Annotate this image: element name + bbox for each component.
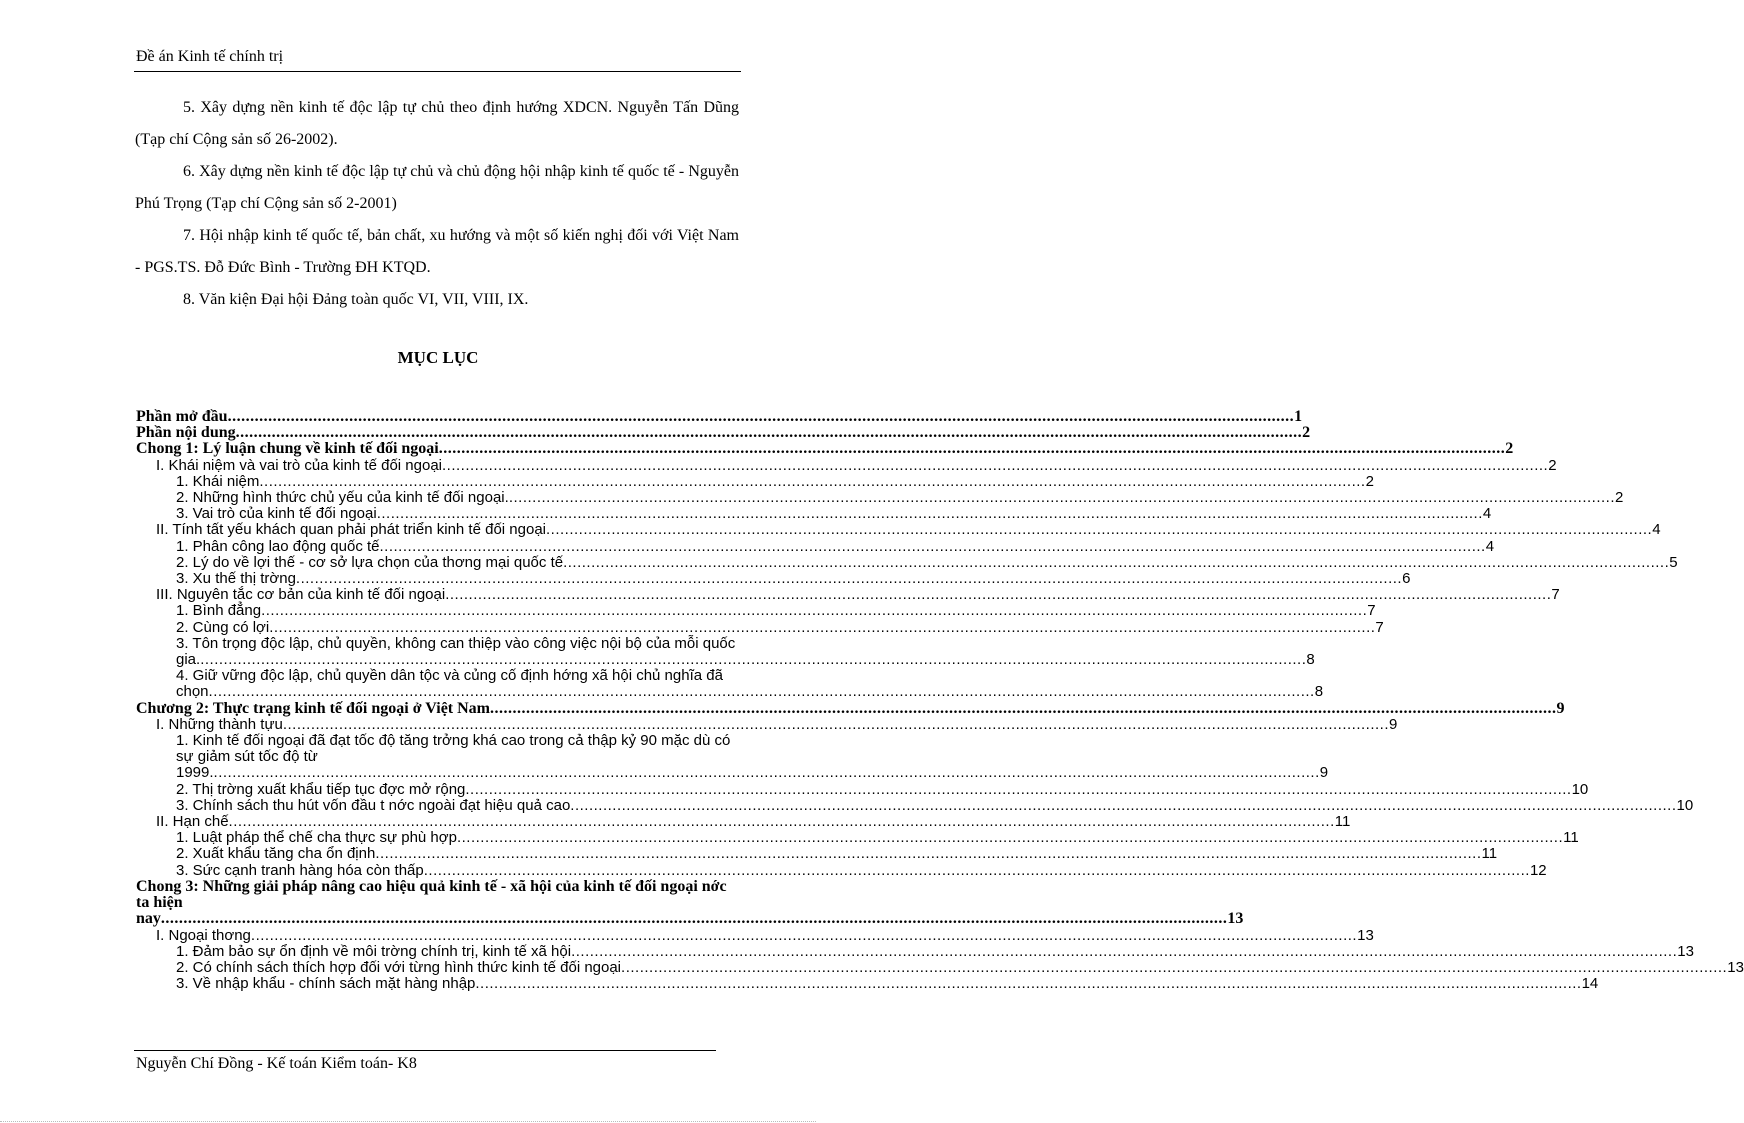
toc-entry-page: 9 <box>1389 715 1398 733</box>
reference-item: 8. Văn kiện Đại hội Đảng toàn quốc VI, VII, VIII, IX. <box>183 291 529 308</box>
toc-entry-text: 1. Đảm bảo sự ổn định về môi trờng chính trị, kinh tế xã hội <box>176 942 572 960</box>
toc-entry-text: Phần nội dung <box>136 424 236 442</box>
toc-entry-page: 2 <box>1615 489 1624 507</box>
toc-entry-page: 6 <box>1402 570 1411 588</box>
toc-entry[interactable] <box>136 586 1560 604</box>
toc-entry[interactable] <box>136 845 1498 863</box>
toc-entry-page: 13 <box>1357 926 1374 944</box>
toc-entry-text: 3. Vai trò của kinh tế đối ngoại <box>176 505 377 523</box>
toc-entry-text: 2. Xuất khẩu tăng cha ổn định <box>176 845 376 863</box>
toc-entry-page: 11 <box>1563 829 1579 847</box>
toc-entry[interactable] <box>136 489 1624 507</box>
toc-entry[interactable] <box>136 861 1547 879</box>
toc-entry[interactable] <box>136 570 1411 588</box>
toc-entry-page: 10 <box>1676 796 1694 814</box>
toc-entry-page: 2 <box>1365 472 1374 490</box>
footer-divider <box>134 1050 716 1051</box>
toc-entry-text: 3. Về nhập khẩu - chính sách mặt hàng nhập <box>176 975 476 993</box>
toc-entry-page: 14 <box>1581 975 1599 993</box>
toc-entry[interactable] <box>136 975 1599 993</box>
running-footer: Nguyễn Chí Đồng - Kế toán Kiểm toán- K8 <box>136 1055 417 1072</box>
toc-entry-page: 4 <box>1482 505 1492 523</box>
toc-entry[interactable] <box>136 813 1351 831</box>
toc-entry-text: 2. Lý do về lợi thế - cơ sở lựa chọn của thơng mại quốc tế <box>176 553 564 571</box>
toc-entry[interactable] <box>136 505 1492 523</box>
toc-entry-page: 7 <box>1367 602 1376 620</box>
reference-list <box>135 92 739 316</box>
toc-entry-text: Chương 2: Thực trạng kinh tế đối ngoại ở Việt Nam <box>136 699 490 717</box>
toc-entry-page: 2 <box>1302 424 1311 442</box>
toc-entry[interactable] <box>136 602 1376 620</box>
toc-entry-page: 9 <box>1319 764 1329 782</box>
toc-entry-text: I. Những thành tựu <box>156 715 283 733</box>
toc-entry-page: 5 <box>1669 553 1678 571</box>
toc-title: MỤC LỤC <box>397 348 479 367</box>
toc-entry-text: 3. Tôn trọng độc lập, chủ quyền, không can thiệp vào công việc nội bộ của mỗi quốc gia. <box>176 634 736 669</box>
page-break-marker <box>0 1121 816 1122</box>
toc-entry-text: 2. Cùng có lợi <box>176 618 270 636</box>
toc-entry-text: 4. Giữ vững độc lập, chủ quyền dân tộc và củng cố định hớng xã hội chủ nghĩa đã chọn <box>176 667 723 701</box>
toc-entry-page: 13 <box>1727 958 1744 976</box>
toc-entry-text: 3. Chính sách thu hút vốn đầu t nớc ngoài đạt hiệu quả cao <box>176 796 571 814</box>
toc-entry-text: 3. Sức cạnh tranh hàng hóa còn thấp <box>176 861 424 879</box>
toc-entry-page: 2 <box>1548 456 1557 474</box>
toc-entry-text: Chong 1: Lý luận chung về kinh tế đối ngoại <box>136 440 439 458</box>
reference-item: 7. Hội nhập kinh tế quốc tế, bản chất, xu hướng và một số kiến nghị đối với Việt Nam - PGS.TS. Đỗ Đức Bình - Trường ĐH KTQD. <box>135 227 739 276</box>
toc-entry[interactable] <box>136 780 1589 798</box>
toc-entry[interactable] <box>136 715 1398 733</box>
toc-entry-page: 4 <box>1485 537 1495 555</box>
toc-entry-text: 1. Kinh tế đối ngoại đã đạt tốc độ tăng trởng khá cao trong cả thập kỷ 90 mặc dù có sự giảm sút tốc độ từ 1999. <box>176 732 731 782</box>
toc-entry-text: III. Nguyên tắc cơ bản của kinh tế đối ngoại <box>156 586 446 604</box>
toc-entry-text: 2. Có chính sách thích hợp đối với từng hình thức kinh tế đối ngoại <box>176 958 622 976</box>
toc-entry-text: 1. Luật pháp thể chế cha thực sự phù hợp <box>176 829 457 847</box>
toc-entry[interactable] <box>136 732 1329 782</box>
toc-entry-text: 1. Bình đẳng <box>176 602 262 620</box>
toc-entry-text: II. Hạn chế <box>156 813 229 831</box>
toc-entry-page: 1 <box>1294 408 1303 425</box>
running-header: Đề án Kinh tế chính trị <box>136 48 284 65</box>
toc-entry-page: 9 <box>1556 699 1565 717</box>
toc-entry[interactable] <box>136 926 1374 944</box>
table-of-contents <box>136 408 1744 993</box>
toc-entry[interactable] <box>136 521 1661 539</box>
toc-entry-text: I. Khái niệm và vai trò của kinh tế đối ngoại <box>156 456 442 474</box>
toc-entry-page: 7 <box>1551 586 1560 604</box>
toc-entry[interactable] <box>136 667 1324 701</box>
toc-entry-page: 12 <box>1529 861 1547 879</box>
toc-entry-page: 10 <box>1571 780 1589 798</box>
header-divider <box>134 71 741 72</box>
reference-item: 5. Xây dựng nền kinh tế độc lập tự chủ theo định hướng XDCN. Nguyễn Tấn Dũng (Tạp chí Cộng sản số 26-2002). <box>135 99 739 148</box>
toc-entry[interactable] <box>136 553 1678 571</box>
toc-entry[interactable] <box>136 634 1315 669</box>
toc-entry[interactable] <box>136 829 1579 847</box>
toc-entry[interactable] <box>136 942 1694 960</box>
toc-entry[interactable] <box>136 877 1244 928</box>
toc-entry-text: 1. Khái niệm <box>176 472 260 490</box>
toc-entry-text: Chong 3: Những giải pháp nâng cao hiệu quả kinh tế - xã hội của kinh tế đối ngoại nớc ta hiện nay <box>136 877 727 928</box>
toc-entry-page: 11 <box>1481 845 1498 863</box>
toc-entry[interactable] <box>136 958 1744 976</box>
toc-entry-page: 13 <box>1227 910 1244 928</box>
toc-entry-text: 1. Phân công lao động quốc tế <box>176 537 380 555</box>
toc-entry[interactable] <box>136 618 1384 636</box>
toc-entry-text: II. Tính tất yếu khách quan phải phát triển kinh tế đối ngoại <box>156 521 546 539</box>
toc-entry[interactable] <box>136 699 1565 717</box>
toc-entry[interactable] <box>136 456 1557 474</box>
toc-entry-page: 4 <box>1652 521 1661 539</box>
toc-entry-text: 3. Xu thế thị trờng <box>176 570 296 588</box>
toc-entry-page: 8 <box>1306 651 1315 669</box>
toc-entry-page: 8 <box>1314 683 1324 701</box>
toc-entry[interactable] <box>136 424 1311 442</box>
toc-entry-page: 11 <box>1334 813 1351 831</box>
toc-entry-text: I. Ngoại thơng <box>156 926 251 944</box>
toc-entry[interactable] <box>136 472 1374 490</box>
reference-item: 6. Xây dựng nền kinh tế độc lập tự chủ và chủ động hội nhập kinh tế quốc tế - Nguyễn Phú Trọng (Tạp chí Cộng sản số 2-2001) <box>135 163 739 212</box>
toc-entry-page: 7 <box>1375 618 1384 636</box>
toc-entry-text: 2. Những hình thức chủ yếu của kinh tế đối ngoại. <box>176 489 509 507</box>
toc-entry[interactable] <box>136 440 1514 458</box>
toc-entry[interactable] <box>136 796 1694 814</box>
toc-entry[interactable] <box>136 408 1303 425</box>
toc-entry-page: 13 <box>1677 942 1694 960</box>
toc-entry[interactable] <box>136 537 1495 555</box>
toc-entry-page: 2 <box>1505 440 1514 458</box>
toc-entry-text: 2. Thị trờng xuất khẩu tiếp tục đợc mở rộng <box>176 780 466 798</box>
toc-entry-text: Phần mở đầu <box>136 408 228 425</box>
